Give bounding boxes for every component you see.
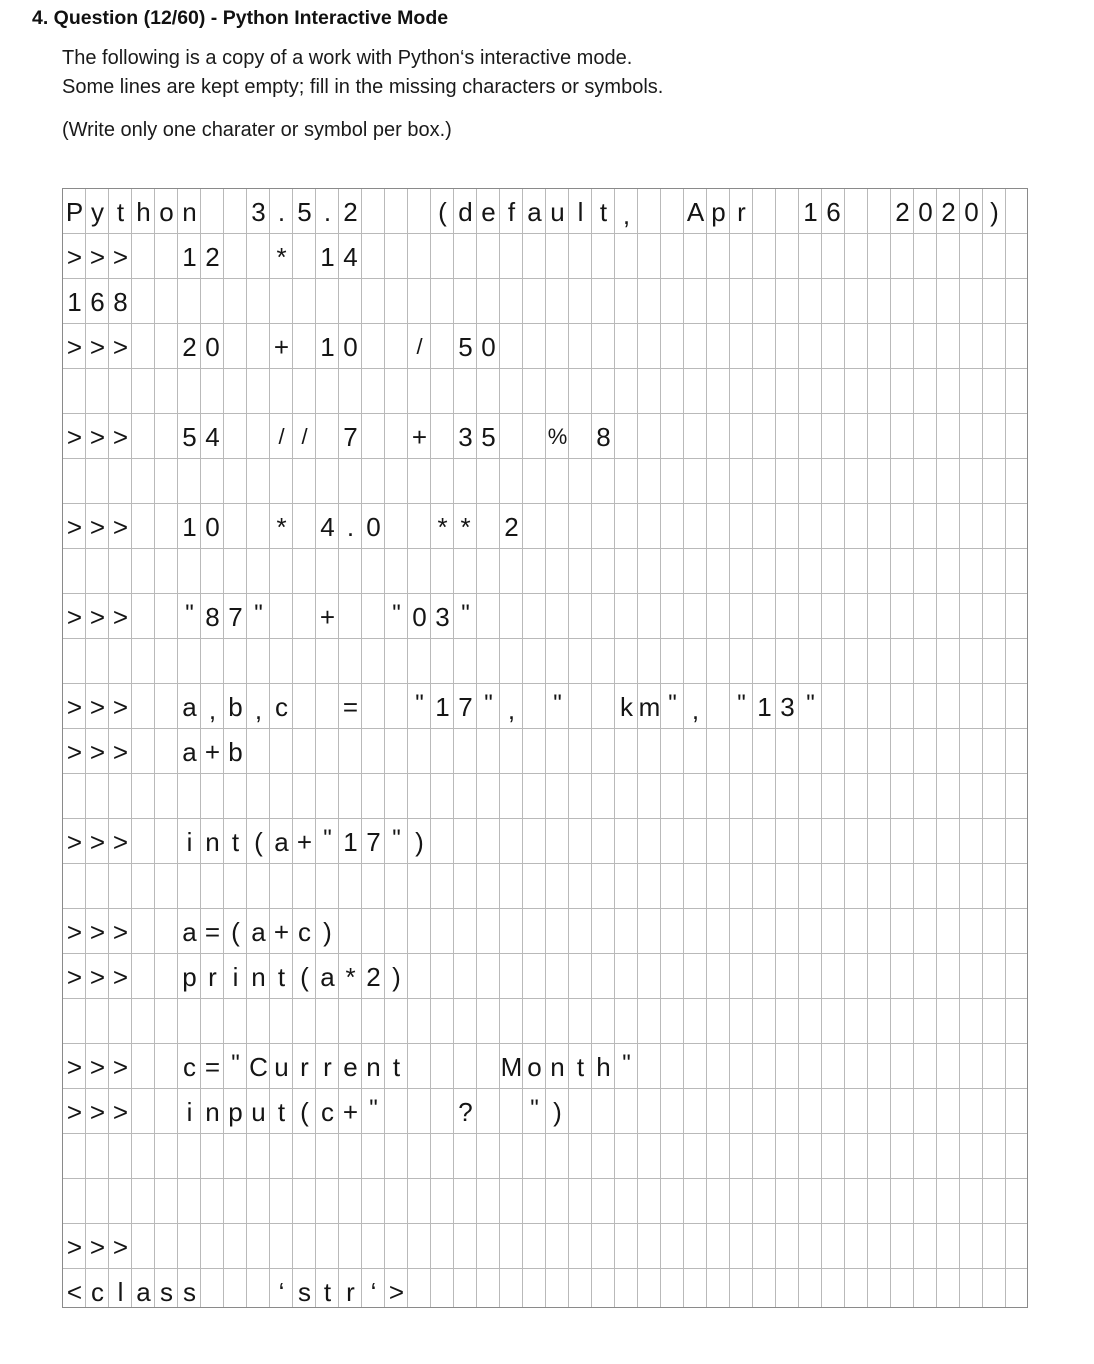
grid-cell-char: * <box>345 961 356 992</box>
grid-cell-char: * <box>437 511 448 542</box>
grid-cell-char: f <box>507 196 516 227</box>
grid-cell-char: > <box>89 421 106 452</box>
grid-cell-char: M <box>500 1051 523 1082</box>
grid-cell-char: > <box>66 511 83 542</box>
grid-cell-char: n <box>205 1096 220 1127</box>
grid-cell-char: 2 <box>182 331 197 362</box>
grid-cell-char: < <box>66 1276 83 1307</box>
grid-cell-char: 0 <box>205 331 220 362</box>
grid-cell-char: / <box>278 423 285 449</box>
grid-cell-char: t <box>231 826 240 857</box>
grid-cell-char: > <box>89 511 106 542</box>
grid-cell-char: u <box>251 1096 266 1127</box>
grid-cell-char: s <box>160 1276 173 1307</box>
grid-cell-char: " <box>806 689 815 717</box>
grid-cell-char: a <box>136 1276 151 1307</box>
grid-cell-char: > <box>89 1051 106 1082</box>
grid-cell-char: > <box>66 1051 83 1082</box>
grid-cell-char: k <box>620 691 633 722</box>
grid-cell-char: > <box>112 736 129 767</box>
grid-cell-char: + <box>296 826 313 857</box>
grid-cell-char: > <box>112 241 129 272</box>
grid-cell-char: u <box>274 1051 289 1082</box>
grid-cell-char: 0 <box>412 601 427 632</box>
grid-cell-char: e <box>481 196 496 227</box>
grid-cell-char: " <box>254 599 263 627</box>
grid-cell-char: r <box>208 961 217 992</box>
grid-cell-char: > <box>89 826 106 857</box>
grid-cell-char: c <box>321 1096 334 1127</box>
grid-cell-char: c <box>275 691 288 722</box>
grid-cell-char: " <box>369 1094 378 1122</box>
grid-cell-char: / <box>416 333 423 359</box>
grid-cell-char: 1 <box>67 286 82 317</box>
grid-cell-char: 1 <box>320 331 335 362</box>
grid-cell-char: 6 <box>90 286 105 317</box>
grid-cell-char: * <box>276 511 287 542</box>
grid-cell-char: > <box>66 601 83 632</box>
grid-cell-char: > <box>66 1096 83 1127</box>
grid-cell-char: > <box>89 241 106 272</box>
grid-cell-char: . <box>277 196 286 227</box>
grid-cell-char: " <box>484 689 493 717</box>
grid-cell-char: " <box>392 824 401 852</box>
grid-cell-char: 0 <box>205 511 220 542</box>
grid-cell-char: 1 <box>343 826 358 857</box>
worksheet-line <box>63 234 1027 279</box>
grid-cell-char: t <box>323 1276 332 1307</box>
grid-cell-char: " <box>392 599 401 627</box>
grid-cell-char: ) <box>392 961 401 992</box>
grid-cell-char: " <box>185 599 194 627</box>
grid-cell-char: t <box>576 1051 585 1082</box>
grid-cell-char: > <box>66 241 83 272</box>
grid-cell-char: b <box>228 736 243 767</box>
grid-cell-char: " <box>323 824 332 852</box>
worksheet-line <box>63 504 1027 549</box>
grid-cell-char: ‘ <box>278 1276 285 1307</box>
grid-cell-char: ( <box>438 196 447 227</box>
grid-cell-char: " <box>461 599 470 627</box>
grid-cell-char: i <box>186 826 193 857</box>
grid-cell-char: . <box>323 196 332 227</box>
worksheet-line <box>63 954 1027 999</box>
grid-cell-char: , <box>622 199 631 230</box>
grid-cell-char: 1 <box>182 511 197 542</box>
grid-cell-char: > <box>89 331 106 362</box>
grid-cell-char: a <box>527 196 542 227</box>
grid-cell-char: 7 <box>366 826 381 857</box>
grid-cell-char: > <box>89 1231 106 1262</box>
grid-cell-char: > <box>66 421 83 452</box>
worksheet-line <box>63 1044 1027 1089</box>
grid-cell-char: 2 <box>343 196 358 227</box>
grid-cell-char: ( <box>254 826 263 857</box>
grid-cell-char: > <box>89 1096 106 1127</box>
grid-cell-char: t <box>392 1051 401 1082</box>
worksheet-line <box>63 414 1027 459</box>
grid-cell-char: , <box>208 694 217 725</box>
grid-cell-char: b <box>228 691 243 722</box>
grid-cell-char: , <box>254 694 263 725</box>
grid-cell-char: 4 <box>205 421 220 452</box>
grid-cell-char: = <box>204 916 221 947</box>
worksheet-line <box>63 684 1027 729</box>
blank-answer-line[interactable] <box>63 639 1027 684</box>
grid-cell-char: o <box>527 1051 542 1082</box>
grid-cell-char: " <box>668 689 677 717</box>
grid-cell-char: p <box>711 196 726 227</box>
grid-cell-char: 1 <box>757 691 772 722</box>
grid-cell-char: s <box>183 1276 196 1307</box>
grid-cell-char: ( <box>300 961 309 992</box>
grid-cell-char: 7 <box>458 691 473 722</box>
grid-cell-char: n <box>205 826 220 857</box>
grid-cell-char: > <box>66 1231 83 1262</box>
grid-cell-char: p <box>182 961 197 992</box>
grid-cell-char: ) <box>553 1096 562 1127</box>
grid-cell-char: o <box>159 196 174 227</box>
grid-cell-char: 7 <box>343 421 358 452</box>
grid-cell-char: 5 <box>458 331 473 362</box>
blank-answer-line[interactable] <box>63 864 1027 909</box>
grid-cell-char: ) <box>415 826 424 857</box>
blank-answer-line[interactable] <box>63 1179 1027 1224</box>
grid-cell-char: h <box>136 196 151 227</box>
worksheet-line <box>63 279 1027 324</box>
grid-cell-char: 1 <box>435 691 450 722</box>
grid-cell-char: > <box>66 961 83 992</box>
grid-cell-char: 3 <box>458 421 473 452</box>
blank-answer-line[interactable] <box>63 1134 1027 1179</box>
blank-answer-line[interactable] <box>63 369 1027 414</box>
grid-cell-char: " <box>231 1049 240 1077</box>
question-title: 4. Question (12/60) - Python Interactive Mode <box>32 7 449 29</box>
grid-cell-char: i <box>186 1096 193 1127</box>
grid-cell-char: r <box>300 1051 309 1082</box>
grid-cell-char: t <box>277 1096 286 1127</box>
grid-cell-char: r <box>346 1276 355 1307</box>
worksheet-line <box>63 594 1027 639</box>
grid-cell-char: 3 <box>251 196 266 227</box>
grid-cell-char: > <box>112 961 129 992</box>
blank-answer-line[interactable] <box>63 774 1027 819</box>
worksheet-line <box>63 909 1027 954</box>
grid-cell-char: 1 <box>320 241 335 272</box>
grid-cell-char: , <box>507 694 516 725</box>
grid-cell-char: c <box>183 1051 196 1082</box>
grid-cell-char: > <box>112 511 129 542</box>
grid-cell-char: ) <box>990 196 999 227</box>
instruction-text: (Write only one charater or symbol per box.) <box>62 119 452 141</box>
grid-cell-char: 0 <box>964 196 979 227</box>
grid-cell-char: > <box>112 331 129 362</box>
grid-cell-char: 8 <box>205 601 220 632</box>
grid-cell-char: h <box>596 1051 611 1082</box>
grid-cell-char: > <box>66 691 83 722</box>
grid-cell-char: 6 <box>826 196 841 227</box>
grid-cell-char: 1 <box>182 241 197 272</box>
grid-cell-char: > <box>66 331 83 362</box>
grid-cell-char: > <box>66 826 83 857</box>
grid-cell-char: 8 <box>113 286 128 317</box>
grid-cell-char: % <box>547 423 568 449</box>
grid-cell-char: . <box>346 511 355 542</box>
grid-cell-char: a <box>182 736 197 767</box>
grid-cell-char: 1 <box>803 196 818 227</box>
worksheet-line <box>63 1224 1027 1269</box>
grid-cell-char: > <box>112 1096 129 1127</box>
grid-cell-char: a <box>274 826 289 857</box>
worksheet-line <box>63 189 1027 234</box>
worksheet-line <box>63 1089 1027 1134</box>
grid-cell-char: d <box>458 196 473 227</box>
grid-cell-char: ‘ <box>370 1276 377 1307</box>
grid-cell-char: s <box>298 1276 311 1307</box>
grid-cell-char: + <box>319 601 336 632</box>
grid-cell-char: 7 <box>228 601 243 632</box>
intro-line-2: Some lines are kept empty; fill in the missing characters or symbols. <box>62 76 664 98</box>
blank-answer-line[interactable] <box>63 549 1027 594</box>
grid-cell-char: c <box>91 1276 104 1307</box>
grid-cell-char: 4 <box>320 511 335 542</box>
grid-cell-char: > <box>112 601 129 632</box>
grid-cell-char: > <box>112 691 129 722</box>
grid-cell-char: 0 <box>343 331 358 362</box>
grid-cell-char: 5 <box>182 421 197 452</box>
blank-answer-line[interactable] <box>63 999 1027 1044</box>
worksheet-line <box>63 324 1027 369</box>
answer-grid <box>62 188 1028 1308</box>
grid-cell-char: t <box>116 196 125 227</box>
grid-cell-char: n <box>550 1051 565 1082</box>
worksheet-line <box>63 729 1027 774</box>
grid-cell-char: 8 <box>596 421 611 452</box>
grid-cell-char: m <box>638 691 661 722</box>
grid-cell-char: t <box>277 961 286 992</box>
grid-cell-char: " <box>530 1094 539 1122</box>
grid-cell-char: " <box>737 689 746 717</box>
grid-cell-char: n <box>182 196 197 227</box>
grid-cell-char: 3 <box>435 601 450 632</box>
grid-cell-char: 2 <box>205 241 220 272</box>
grid-cell-char: = <box>342 691 359 722</box>
grid-cell-char: / <box>301 423 308 449</box>
grid-cell-char: i <box>232 961 239 992</box>
grid-cell-char: C <box>249 1051 268 1082</box>
grid-cell-char: = <box>204 1051 221 1082</box>
worksheet-line <box>63 1269 1027 1314</box>
grid-cell-char: 2 <box>895 196 910 227</box>
grid-cell-char: > <box>66 736 83 767</box>
grid-cell-char: a <box>251 916 266 947</box>
grid-cell-char: y <box>91 196 104 227</box>
grid-cell-char: + <box>273 331 290 362</box>
blank-answer-line[interactable] <box>63 459 1027 504</box>
grid-cell-char: " <box>622 1049 631 1077</box>
grid-cell-char: + <box>273 916 290 947</box>
grid-cell-char: P <box>65 196 84 227</box>
grid-cell-char: ) <box>323 916 332 947</box>
grid-cell-char: > <box>388 1276 405 1307</box>
grid-cell-char: > <box>89 736 106 767</box>
grid-cell-char: > <box>66 916 83 947</box>
grid-cell-char: > <box>112 826 129 857</box>
grid-cell-char: > <box>112 421 129 452</box>
grid-cell-char: e <box>343 1051 358 1082</box>
grid-cell-char: * <box>460 511 471 542</box>
grid-cell-char: n <box>251 961 266 992</box>
grid-cell-char: A <box>686 196 705 227</box>
grid-cell-char: > <box>112 1231 129 1262</box>
grid-cell-char: > <box>112 916 129 947</box>
grid-cell-char: > <box>112 1051 129 1082</box>
grid-cell-char: > <box>89 691 106 722</box>
grid-cell-char: > <box>89 961 106 992</box>
grid-cell-char: c <box>298 916 311 947</box>
grid-cell-char: " <box>553 689 562 717</box>
grid-cell-char: 3 <box>780 691 795 722</box>
grid-cell-char: > <box>89 916 106 947</box>
grid-cell-char: " <box>415 689 424 717</box>
grid-cell-char: l <box>577 196 584 227</box>
grid-cell-char: r <box>737 196 746 227</box>
grid-cell-char: * <box>276 241 287 272</box>
grid-cell-char: + <box>342 1096 359 1127</box>
grid-cell-char: a <box>182 916 197 947</box>
grid-cell-char: 2 <box>366 961 381 992</box>
grid-cell-char: r <box>323 1051 332 1082</box>
grid-cell-char: p <box>228 1096 243 1127</box>
grid-cell-char: 4 <box>343 241 358 272</box>
grid-cell-char: + <box>411 421 428 452</box>
grid-cell-char: 5 <box>297 196 312 227</box>
grid-cell-char: , <box>691 694 700 725</box>
grid-cell-char: n <box>366 1051 381 1082</box>
grid-cell-char: 2 <box>941 196 956 227</box>
grid-cell-char: u <box>550 196 565 227</box>
grid-cell-char: 0 <box>366 511 381 542</box>
grid-cell-char: a <box>182 691 197 722</box>
grid-cell-char: a <box>320 961 335 992</box>
grid-cell-char: 2 <box>504 511 519 542</box>
grid-cell-char: t <box>599 196 608 227</box>
worksheet-line <box>63 819 1027 864</box>
grid-cell-char: 5 <box>481 421 496 452</box>
grid-cell-char: 0 <box>481 331 496 362</box>
grid-cell-char: 0 <box>918 196 933 227</box>
grid-cell-char: > <box>89 601 106 632</box>
grid-cell-char: ( <box>300 1096 309 1127</box>
intro-line-1: The following is a copy of a work with Python‘s interactive mode. <box>62 47 633 69</box>
grid-cell-char: ? <box>458 1096 473 1127</box>
grid-cell-char: + <box>204 736 221 767</box>
grid-cell-char: ( <box>231 916 240 947</box>
grid-rows <box>63 189 1027 1307</box>
grid-cell-char: l <box>117 1276 124 1307</box>
